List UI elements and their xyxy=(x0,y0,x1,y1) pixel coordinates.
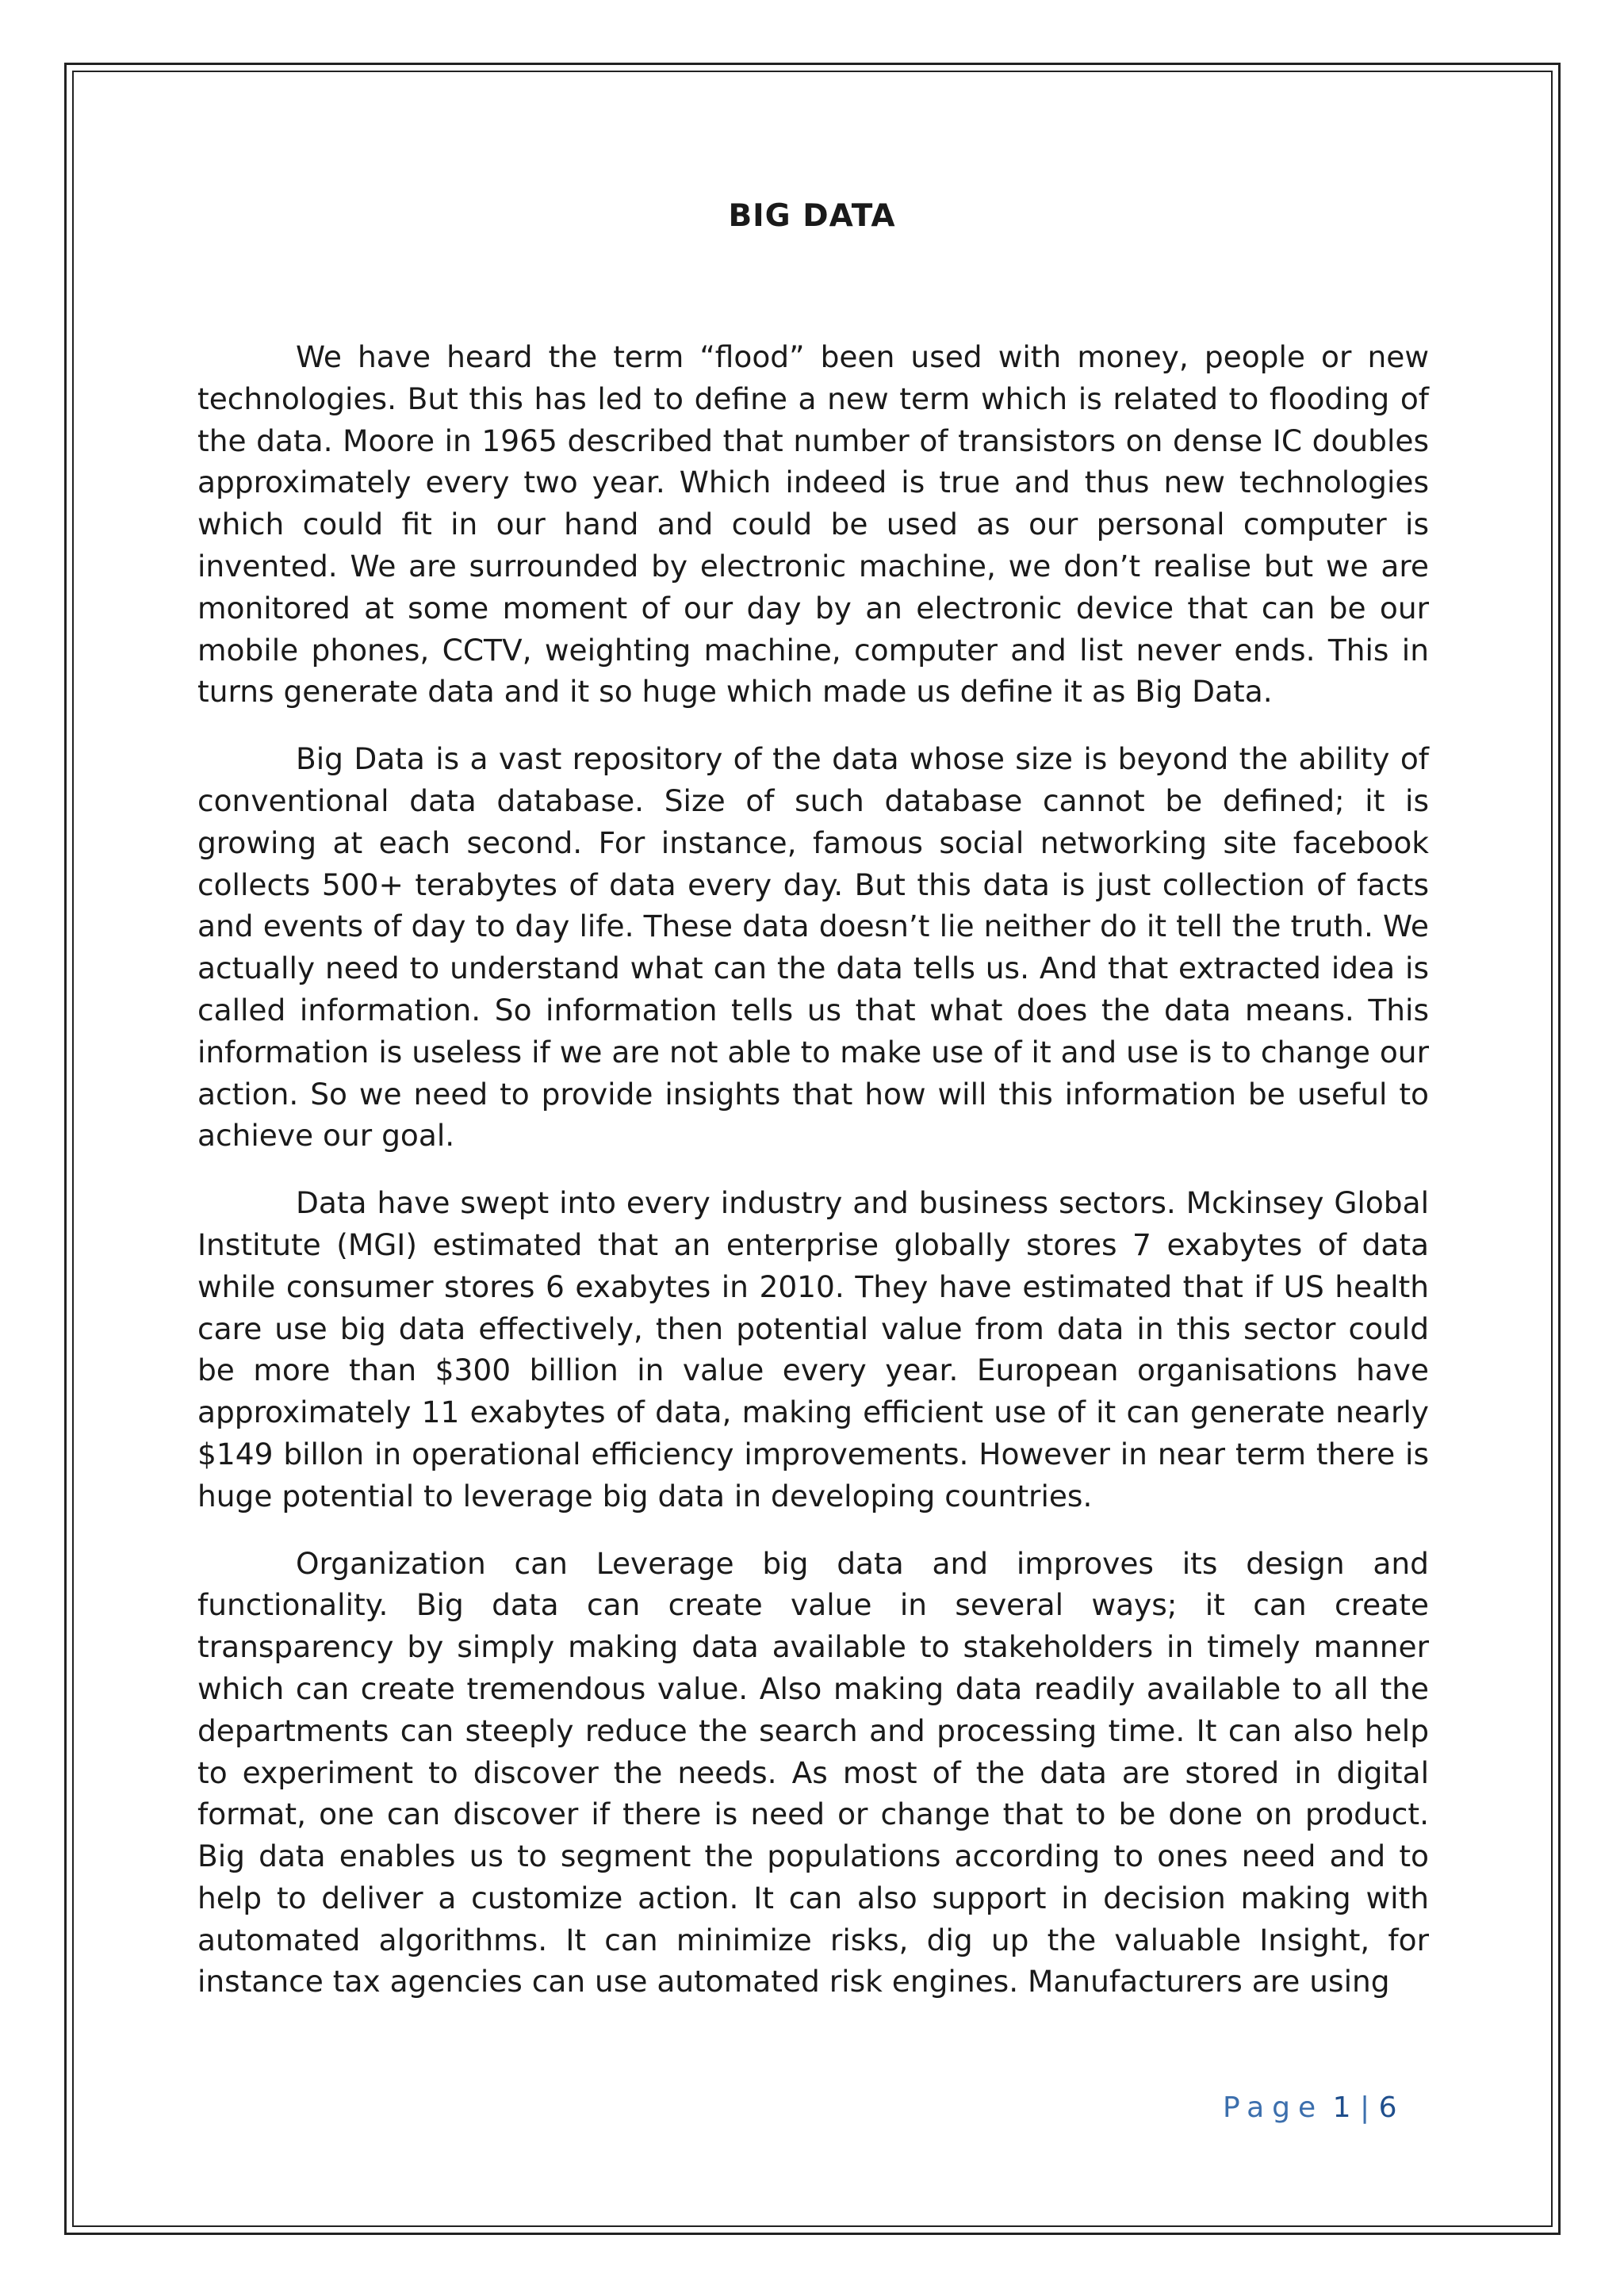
page-label: Page xyxy=(1223,2091,1324,2124)
page-separator: | xyxy=(1359,2091,1370,2124)
paragraph-4: Organization can Leverage big data and improves its design and functionality. Big data can create value in several ways; it can create transparency by simply making data available to stakeholders in timely manner which can create tremendous value. Also making data readily available to all the departments can steeply reduce the search and processing time. It can also help to experiment to discover the needs. As most of the data are stored in digital format, one can discover if there is need or change that to be done on product. Big data enables us to segment the populations according to ones need and to help to deliver a customize action. It can also support in decision making with automated algorithms. It can minimize risks, dig up the valuable Insight, for instance tax agencies can use automated risk engines. Manufacturers are using xyxy=(197,1545,1429,1999)
page-number: 1 xyxy=(1332,2091,1351,2124)
document-title: BIG DATA xyxy=(728,198,896,234)
paragraph-3: Data have swept into every industry and business sectors. Mckinsey Global Institute (MGI) estimated that an enterprise globally stores 7 exabytes of data while consumer stores 6 exabytes in 2010. They have estimated that if US health care use big data effectively, then potential value from data in this sector could be more than $300 billion in value every year. European organisations have approximately 11 exabytes of data, making efficient use of it can generate nearly $149 billon in operational efficiency improvements. However in near term there is huge potential to leverage big data in developing countries. xyxy=(197,1185,1429,1513)
paragraph-1: We have heard the term “flood” been used with money, people or new technologies. But this has led to define a new term which is related to flooding of the data. Moore in 1965 described that number of transistors on dense IC doubles approximately every two year. Which indeed is true and thus new technologies which could fit in our hand and could be used as our personal computer is invented. We are surrounded by electronic machine, we don’t realise but we are monitored at some moment of our day by an electronic device that can be our mobile phones, CCTV, weighting machine, computer and list never ends. This in turns generate data and it so huge which made us define it as Big Data. xyxy=(197,339,1429,710)
page-footer xyxy=(1223,2091,1396,2124)
page-total: 6 xyxy=(1378,2091,1397,2124)
paragraph-2: Big Data is a vast repository of the data whose size is beyond the ability of conventional data database. Size of such database cannot be defined; it is growing at each second. For instance, famous social networking site facebook collects 500+ terabytes of data every day. But this data is just collection of facts and events of day to day life. These data doesn’t lie neither do it tell the truth. We actually need to understand what can the data tells us. And that extracted idea is called information. So information tells us that what does the data means. This information is useless if we are not able to make use of it and use is to change our action. So we need to provide insights that how will this information be useful to achieve our goal. xyxy=(197,741,1429,1154)
document-body xyxy=(197,336,1429,2028)
